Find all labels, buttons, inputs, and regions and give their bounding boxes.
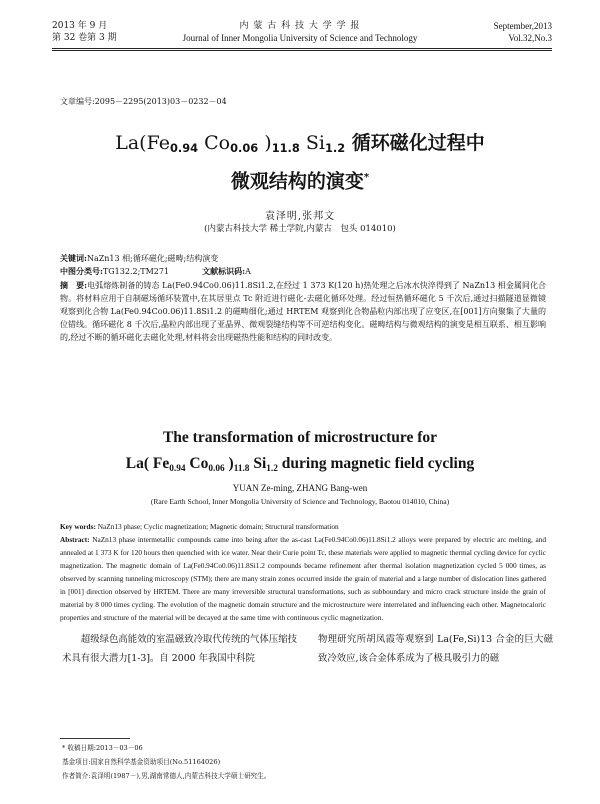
running-header-right [494,20,552,44]
journal-name-en: Journal of Inner Mongolia University of Science and Technology [182,33,418,43]
journal-name-cn: 内 蒙 古 科 技 大 学 学 报 [239,21,361,31]
header-rule-thin [52,50,552,51]
english-title [0,425,600,482]
chinese-title-line2: 微观结构的演变* [230,170,370,193]
footnote-received: * 收稿日期:2013－03－06 [62,744,143,752]
affiliation-en: (Rare Earth School, Inner Mongolia University of Science and Technology, Baotou 014010, China) [150,497,450,506]
keywords-cn: 关键词:NaZn13 相;循环磁化;磁畴;结构演变 [60,253,219,263]
chinese-title [0,128,600,196]
issue-date-en: September,2013 [493,21,552,31]
footnote-rule [60,738,130,739]
affiliation-cn: (内蒙古科技大学 稀土学院,内蒙古 包头 014010) [204,224,396,234]
keywords-en: Key words: NaZn13 phase; Cyclic magnetization; Magnetic domain; Structural transformation [60,522,339,531]
volume-issue-en: Vol.32,No.3 [508,33,552,43]
volume-issue: 第 32 卷第 3 期 [52,33,117,43]
authors-en: YUAN Ze-ming, ZHANG Bang-wen [232,483,368,493]
article-number: 文章编号:2095－2295(2013)03－0232－04 [60,97,227,106]
english-title-line1: The transformation of microstructure for [162,429,438,446]
running-header-journal [150,20,450,44]
body-column-left: 超级绿色高能效的室温磁致冷取代传统的气体压缩技术具有很大潜力[1-3]。自 2000 年我国中科院 [62,634,297,664]
classification-line: 中图分类号:TG132.2;TM271 文献标识码:A [60,266,251,276]
body-column-right: 物理研究所胡凤霞等观察到 La(Fe,Si)13 合金的巨大磁致冷效应,该合金体系成为了极具吸引力的磁 [318,634,553,664]
abstract-cn: 摘 要:电弧熔炼制备的铸态 La(Fe0.94Co0.06)11.8Si1.2,在经过 1 373 K(120 h)热处理之后冰水快淬得到了 NaZn13 相金属间化合物。将材料应用于自制磁场循环装置中,在其居里点 Tc 附近进行磁化-去磁化循环处理。经过恒热循环磁化 5 千次后,通过扫描隧道显微镜观察到化合物 La(Fe0.94Co0.06)11.8Si1.2 的磁畴细化;通过 HRTEM 观察到化合物晶粒内部出现了应变区,在[001]方向聚集了大量的位错线。循环磁化 8 千次后,晶粒内部出现了亚晶界、微观裂缝结构等不可逆结构变化。磁畴结构与微观结构的演变是相互联系、相互影响的,经过不断的循环磁化去磁化处理,材料将会出现磁热性能和结构的同时改变。 [60,280,546,342]
authors-cn: 袁泽明,张邦文 [264,211,336,222]
footnote-author: 作者简介:袁泽明(1987－),男,湖南常德人,内蒙古科技大学硕士研究生。 [62,772,271,780]
running-header-left [52,20,117,44]
chinese-title-line1: $La(Fe_{0.94}$ $Co_{0.06}$ )$_{11.8}$ $Si_{1.2}$ 循环磁化过程中 [115,132,485,155]
issue-date: 2013 年 9 月 [52,21,108,31]
title-footnote-mark: * [363,172,370,183]
english-title-line2: La( $Fe_{0.94}$ $Co_{0.06}$ )$_{11.8}$ $Si_{1.2}$ during magnetic field cycling [125,455,475,474]
abstract-en: Abstract: NaZn13 phase intermetallic compounds came into being after the as-cast La(Fe0.94Co0.06)11.8Si1.2 alloys were prepared by electric arc melting, and annealed at 1 373 K for 120 hours then quenched with ice water. Near their Curie point Tc, these materials were applied to magnetic thermal cycling device for cyclic magnetization. The magnetic domain of La(Fe0.94Co0.06)11.8Si1.2 compounds became refinement after thermal isolation magnetization cycled 5 000 times, as observed by scanning tunneling microscopy (STM); there are many strain zones occurred inside the grain of material and a large number of dislocation lines gathered in [001] direction observed by HRTEM. There are many irreversible structural transformations, such as subboundary and micro crack structure inside the grain of material by 8 000 times cycling. The evolution of the magnetic domain structure and the microstructure were interrelated and influencing each other. Magnetocaloric properties and structure of the material will be decayed at the same time with continuous cyclic magnetization. [60,535,546,622]
header-rule [52,48,552,49]
footnote-fund: 基金项目:国家自然科学基金资助项目(No.51164026) [62,758,221,766]
